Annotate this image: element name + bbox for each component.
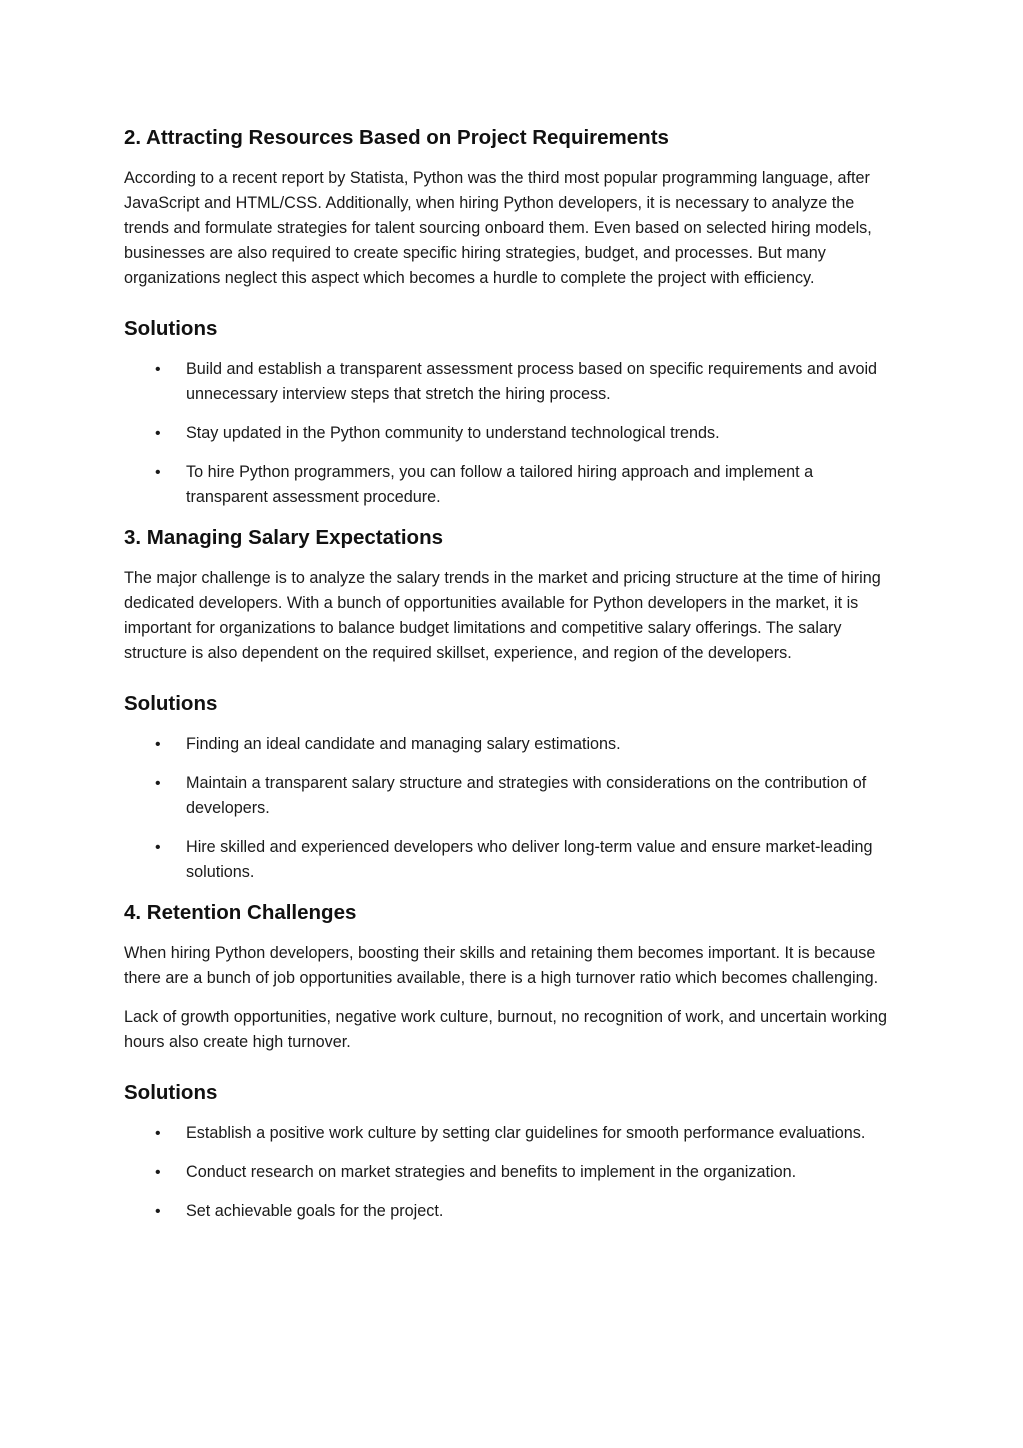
- list-item: [124, 835, 893, 885]
- list-item: [124, 460, 893, 510]
- list-item-text: Set achievable goals for the project.: [186, 1202, 444, 1220]
- list-item: [124, 357, 893, 407]
- paragraph-retention-causes: Lack of growth opportunities, negative work culture, burnout, no recognition of work, and uncertain working hours also create high turnover.: [124, 1008, 888, 1051]
- bullet-icon: •: [155, 464, 161, 481]
- list-item: [124, 1121, 893, 1146]
- bullet-icon: •: [155, 839, 161, 856]
- paragraph-retention-challenges: When hiring Python developers, boosting their skills and retaining them becomes important. It is because there are a bunch of job opportunities available, there is a high turnover ratio which becomes challenging.: [124, 944, 879, 987]
- bullet-icon: •: [155, 425, 161, 442]
- list-item-text: Conduct research on market strategies and benefits to implement in the organization.: [186, 1163, 797, 1181]
- paragraph-salary-expectations: The major challenge is to analyze the salary trends in the market and pricing structure at the time of hiring dedicated developers. With a bunch of opportunities available for Python developers in the market, it is important for organizations to balance budget limitations and competitive salary offerings. The salary structure is also dependent on the required skillset, experience, and region of the developers.: [124, 569, 881, 662]
- solutions-heading: Solutions: [124, 692, 218, 715]
- bullet-icon: •: [155, 1164, 161, 1181]
- solutions-list: [124, 732, 893, 885]
- solutions-list: [124, 1121, 893, 1224]
- list-item-text: To hire Python programmers, you can follow a tailored hiring approach and implement a transparent assessment procedure.: [186, 463, 814, 506]
- list-item: [124, 1160, 893, 1185]
- paragraph-attracting-resources: According to a recent report by Statista, Python was the third most popular programming language, after JavaScript and HTML/CSS. Additionally, when hiring Python developers, it is necessary to analyze the trends and formulate strategies for talent sourcing onboard them. Even based on selected hiring models, businesses are also required to create specific hiring strategies, budget, and processes. But many organizations neglect this aspect which becomes a hurdle to complete the project with efficiency.: [124, 169, 872, 287]
- solutions-list: [124, 357, 893, 510]
- section-heading-attracting-resources: 2. Attracting Resources Based on Project Requirements: [124, 126, 669, 149]
- list-item-text: Maintain a transparent salary structure and strategies with considerations on the contribution of developers.: [186, 774, 867, 817]
- section-heading-salary-expectations: 3. Managing Salary Expectations: [124, 526, 443, 549]
- solutions-heading: Solutions: [124, 1081, 218, 1104]
- bullet-icon: •: [155, 736, 161, 753]
- bullet-icon: •: [155, 1125, 161, 1142]
- list-item: [124, 421, 893, 446]
- bullet-icon: •: [155, 775, 161, 792]
- list-item: [124, 732, 893, 757]
- bullet-icon: •: [155, 361, 161, 378]
- section-heading-retention-challenges: 4. Retention Challenges: [124, 901, 357, 924]
- list-item: [124, 1199, 893, 1224]
- list-item-text: Stay updated in the Python community to understand technological trends.: [186, 424, 720, 442]
- list-item: [124, 771, 893, 821]
- list-item-text: Finding an ideal candidate and managing salary estimations.: [186, 735, 621, 753]
- list-item-text: Build and establish a transparent assessment process based on specific requirements and avoid unnecessary interview steps that stretch the hiring process.: [186, 360, 878, 403]
- solutions-heading: Solutions: [124, 317, 218, 340]
- list-item-text: Hire skilled and experienced developers who deliver long-term value and ensure market-leading solutions.: [186, 838, 873, 881]
- bullet-icon: •: [155, 1203, 161, 1220]
- list-item-text: Establish a positive work culture by setting clar guidelines for smooth performance evaluations.: [186, 1124, 866, 1142]
